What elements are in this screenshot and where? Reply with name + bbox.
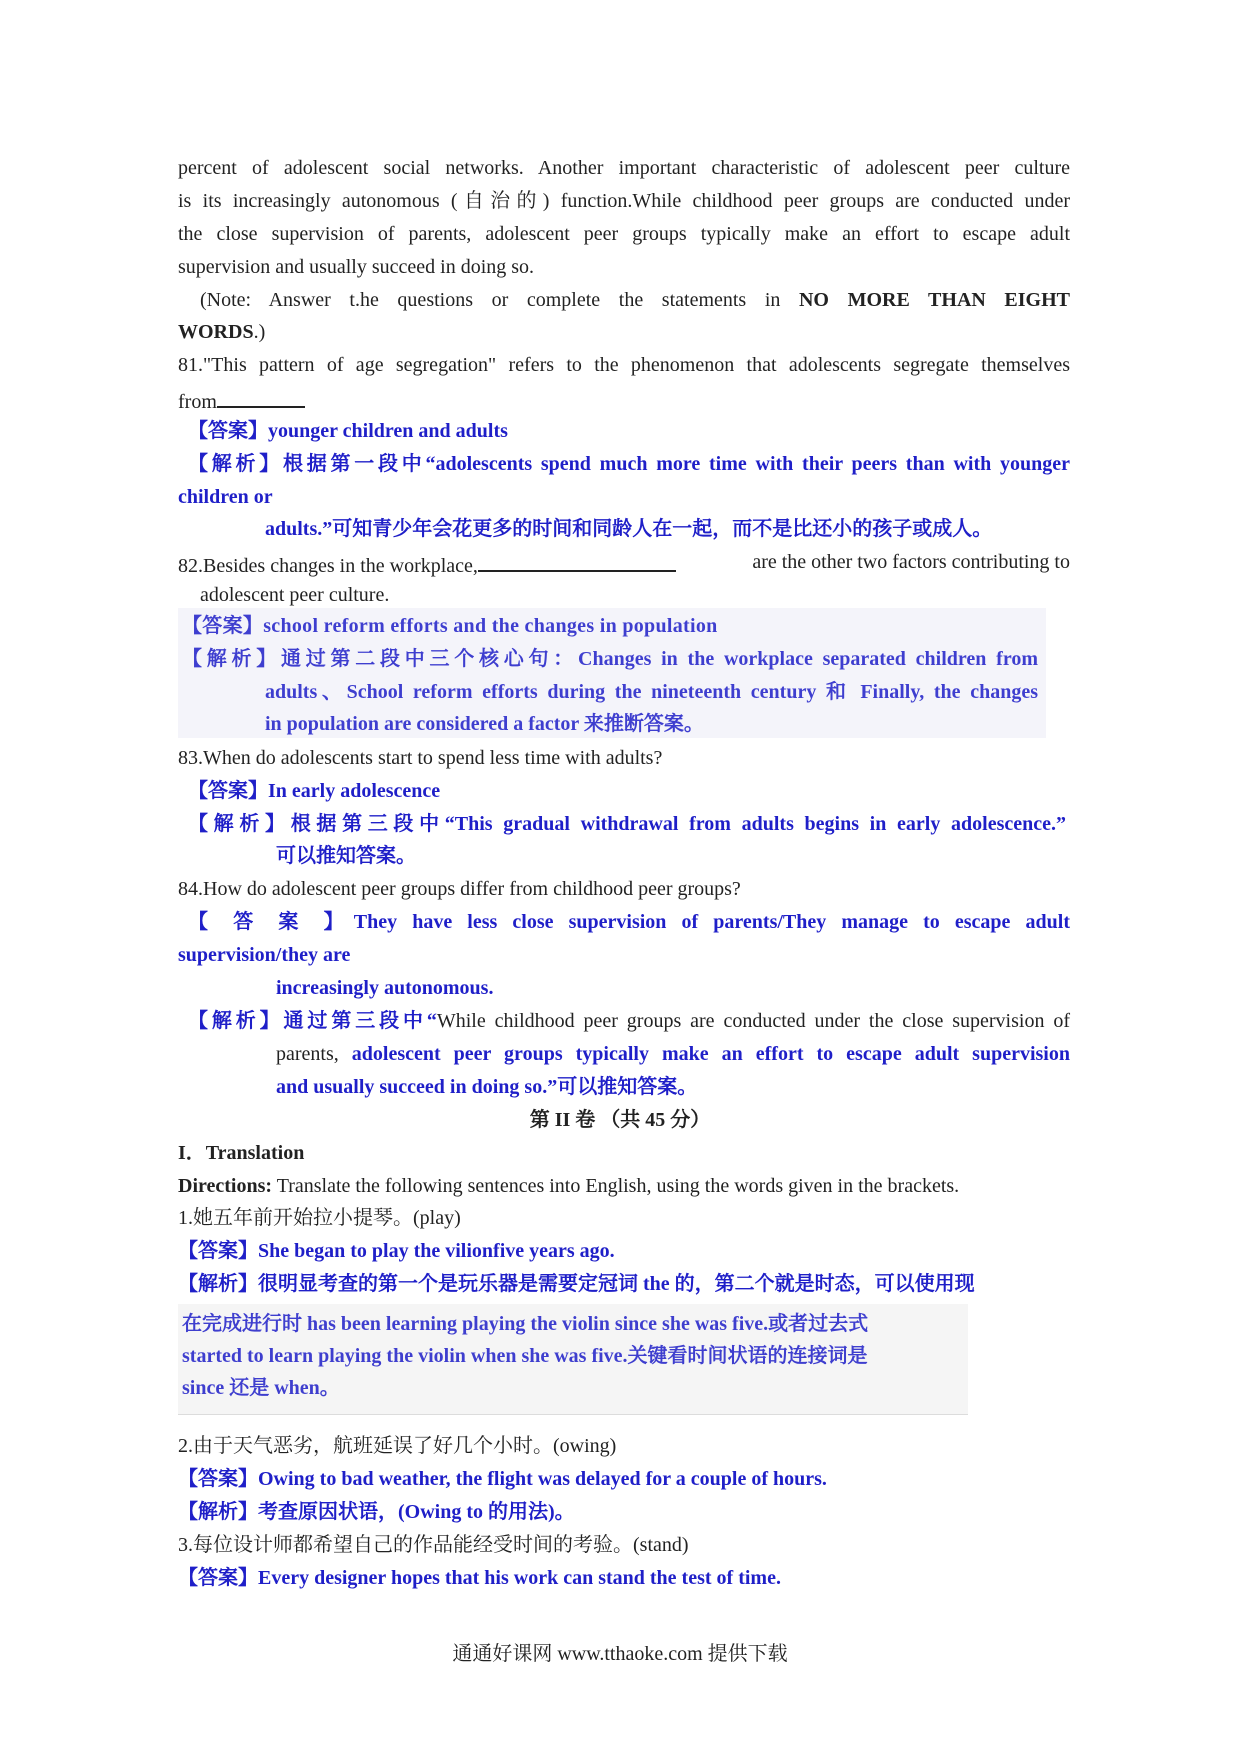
analysis-82-cont: in population are considered a factor 来推断答案。 [265,713,704,735]
section-title: I．Translation [178,1142,305,1164]
analysis-82: 【解析】通过第二段中三个核心句：Changes in the workplace separated children from [182,648,1039,670]
translation-question-2: 2.由于天气恶劣，航班延误了好几个小时。(owing) [178,1435,617,1457]
passage-line: is its increasingly autonomous (自治的) function.While childhood peer groups are conducted under [178,190,1070,212]
part-heading: 第 II 卷 （共 45 分） [529,1109,711,1131]
question-83: 83.When do adolescents start to spend less time with adults? [178,747,663,769]
answer-81: 【答案】younger children and adults [188,420,508,442]
analysis-83-cont: 可以推知答案。 [276,845,416,867]
note-line: WORDS.) [178,321,266,343]
answer-84: 【 答 案 】They have less close supervision of parents/They manage to escape adult [188,911,1071,933]
translation-answer-1: 【答案】She began to play the vilionfive years ago. [178,1240,615,1262]
analysis-81-cont: adults.”可知青少年会花更多的时间和同龄人在一起，而不是比还小的孩子或成人。 [265,518,993,540]
analysis-83: 【解析】根据第三段中“This gradual withdrawal from adults begins in early adolescence.” [188,813,1066,835]
answer-82: 【答案】school reform efforts and the changes in population [182,615,718,637]
passage-line: the close supervision of parents, adolescent peer groups typically make an effort to escape adult [178,223,1070,245]
passage-line: percent of adolescent social networks. Another important characteristic of adolescent peer culture [178,157,1070,179]
question-81: 81."This pattern of age segregation" refers to the phenomenon that adolescents segregate themselves [178,354,1070,376]
passage-line: supervision and usually succeed in doing so. [178,256,535,278]
directions: Directions: Translate the following sentences into English, using the words given in the brackets. [178,1175,960,1197]
note-line: (Note: Answer t.he questions or complete the statements in NO MORE THAN EIGHT [200,289,1071,311]
analysis-84: 【解析】通过第三段中“While childhood peer groups are conducted under the close supervision of [188,1010,1070,1032]
analysis-81-cont: children or [178,486,273,508]
translation-question-3: 3.每位设计师都希望自己的作品能经受时间的考验。(stand) [178,1534,689,1556]
page-footer: 通通好课网 www.tthaoke.com 提供下载 [452,1643,788,1665]
answer-84-cont: increasingly autonomous. [276,977,494,999]
answer-84-cont: supervision/they are [178,944,351,966]
analysis-81: 【解析】根据第一段中“adolescents spend much more time with their peers than with younger [188,453,1070,475]
translation-analysis-2: 【解析】考查原因状语，(Owing to 的用法)。 [178,1501,575,1523]
answer-83: 【答案】In early adolescence [188,780,441,802]
question-81-cont: from [178,388,305,412]
translation-analysis-1-cont: started to learn playing the violin when she was five.关键看时间状语的连接词是 [182,1345,868,1367]
analysis-84-cont: and usually succeed in doing so.”可以推知答案。 [276,1076,698,1098]
answer-blank [478,552,676,572]
answer-blank [217,388,305,408]
translation-answer-3: 【答案】Every designer hopes that his work can stand the test of time. [178,1567,781,1589]
translation-analysis-1-cont: since 还是 when。 [182,1377,340,1399]
translation-question-1: 1.她五年前开始拉小提琴。(play) [178,1207,461,1229]
question-84: 84.How do adolescent peer groups differ from childhood peer groups? [178,878,741,900]
question-82-cont: adolescent peer culture. [200,584,390,606]
translation-analysis-1-cont: 在完成进行时 has been learning playing the violin since she was five.或者过去式 [182,1313,869,1335]
analysis-84-cont: parents, adolescent peer groups typically make an effort to escape adult supervision [276,1043,1070,1065]
translation-analysis-1: 【解析】很明显考查的第一个是玩乐器是需要定冠词 the 的，第二个就是时态，可以使用现 [178,1273,975,1295]
question-82: 82.Besides changes in the workplace, are the other two factors contributing to [178,551,1070,577]
translation-answer-2: 【答案】Owing to bad weather, the flight was delayed for a couple of hours. [178,1468,827,1490]
analysis-82-cont: adults、School reform efforts during the nineteenth century 和 Finally, the changes [265,681,1038,703]
